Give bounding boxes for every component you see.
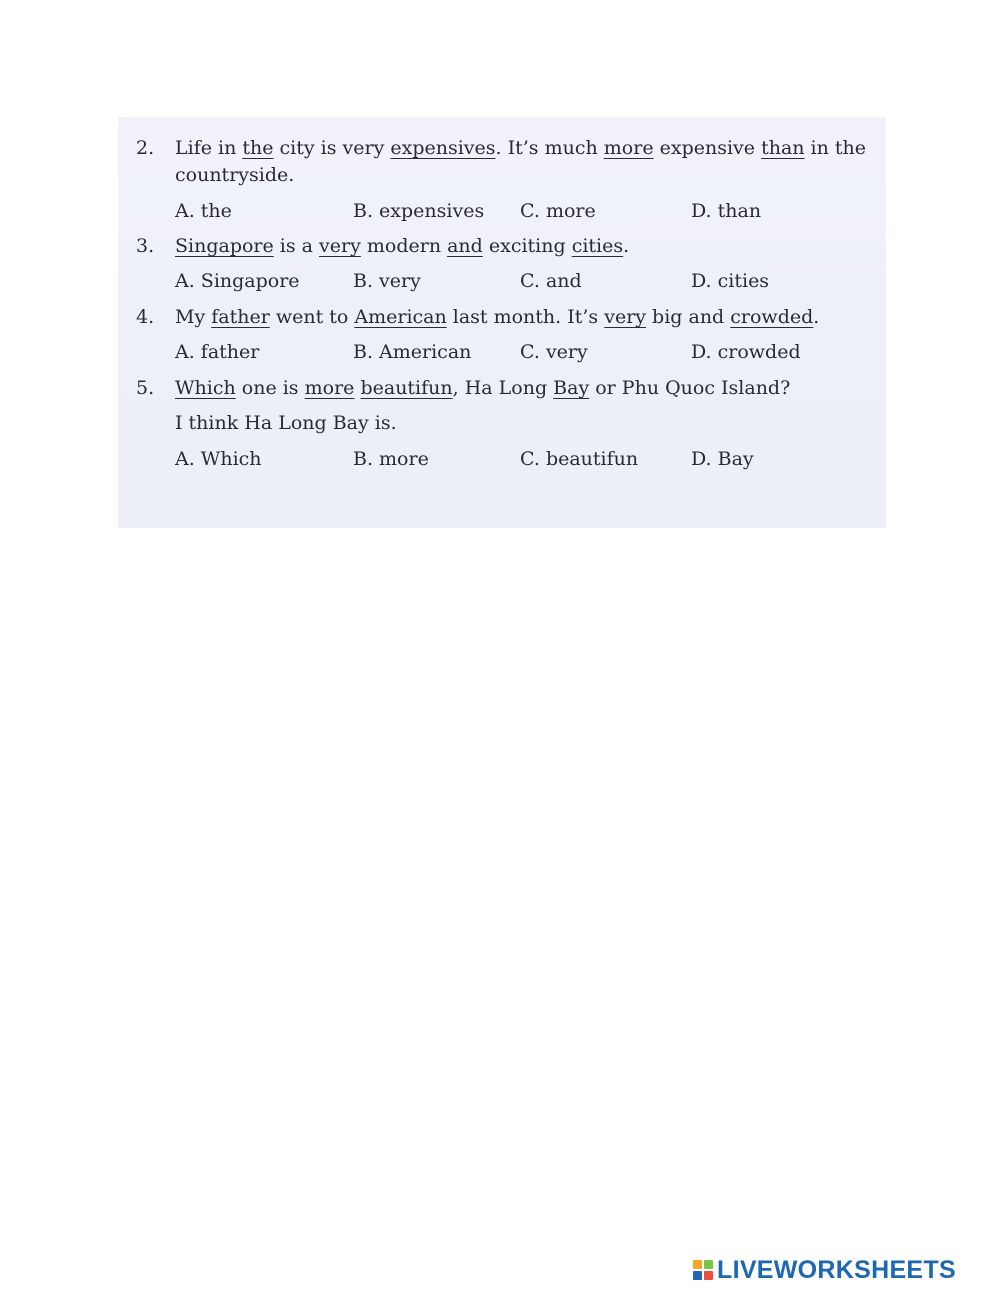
underlined-word: more [603,137,654,159]
question-number: 4. [136,306,155,328]
underlined-word: very [319,235,361,257]
question-number: 5. [136,377,155,399]
option-a[interactable]: A. Which [175,448,262,470]
option-d[interactable]: D. Bay [691,448,754,470]
underlined-word: American [354,306,447,328]
option-c[interactable]: C. very [520,341,588,363]
brand-name: LIVEWORKSHEETS [717,1256,956,1284]
question-text-continued: countryside. [175,164,295,186]
underlined-word: father [211,306,270,328]
underlined-word: Bay [553,377,590,399]
underlined-word: the [242,137,274,159]
option-a[interactable]: A. father [175,341,260,363]
underlined-word: beautifun [360,377,453,399]
underlined-word: cities [571,235,624,257]
question-number: 2. [136,137,155,159]
option-a[interactable]: A. the [175,200,232,222]
option-d[interactable]: D. cities [691,270,770,292]
question-number: 3. [136,235,155,257]
option-c[interactable]: C. beautifun [520,448,639,470]
option-c[interactable]: C. more [520,200,596,222]
question-text: Which one is more beautifun, Ha Long Bay or Phu Quoc Island? [175,377,791,399]
logo-tiles-icon [693,1260,713,1280]
underlined-word: crowded [730,306,814,328]
liveworksheets-logo [693,1257,956,1283]
option-b[interactable]: B. American [353,341,472,363]
underlined-word: more [304,377,355,399]
question-text: Life in the city is very expensives. It’s much more expensive than in the [175,137,867,159]
underlined-word: very [604,306,647,328]
option-c[interactable]: C. and [520,270,582,292]
option-b[interactable]: B. very [353,270,421,292]
question-text: Singapore is a very modern and exciting cities. [175,235,630,257]
option-a[interactable]: A. Singapore [175,270,300,292]
option-b[interactable]: B. expensives [353,200,485,222]
worksheet-scan [118,117,886,528]
option-b[interactable]: B. more [353,448,429,470]
question-text-continued: I think Ha Long Bay is. [175,412,397,434]
question-text: My father went to American last month. It’s very big and crowded. [175,306,820,328]
option-d[interactable]: D. crowded [691,341,801,363]
underlined-word: expensives [390,137,496,159]
underlined-word: Singapore [175,235,274,257]
option-d[interactable]: D. than [691,200,762,222]
underlined-word: than [761,137,805,159]
underlined-word: Which [175,377,236,399]
underlined-word: and [447,235,483,257]
